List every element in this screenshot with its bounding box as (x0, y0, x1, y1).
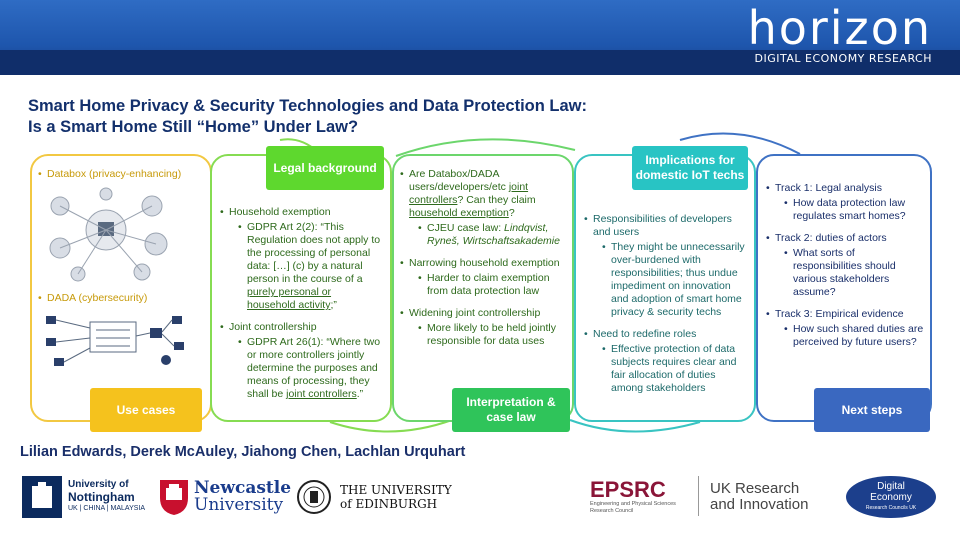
de-sub: Research Councils UK (865, 504, 917, 511)
track-3-detail: • How such shared duties are perceived by future users? (784, 323, 926, 349)
narrowing-exemption: • Narrowing household exemption • Harder to claim exemption from data protection law (400, 257, 568, 298)
col1-dada (38, 292, 208, 305)
col4-content (584, 213, 748, 395)
redefine-roles: • Need to redefine roles • Effective protection of data subjects requires clear and fair allocation of duties among stakeholders (584, 328, 748, 395)
col1-databox (38, 168, 208, 181)
joint-controller-question: • Are Databox/DADA users/developers/etc joint controllers? Can they claim household exemption? • CJEU case law: Lindqvist, Ryneš, Wirtschaftsakademie (400, 168, 568, 248)
edinburgh-line2: of EDINBURGH (340, 497, 438, 511)
title-line-2: Is a Smart Home Still “Home” Under Law? (28, 118, 359, 136)
dada-label: • DADA (cybersecurity) (38, 292, 208, 305)
tag-legal-background: Legal background (266, 146, 384, 190)
nottingham-crest-icon (22, 476, 62, 518)
nottingham-line3: UK | CHINA | MALAYSIA (68, 505, 146, 512)
epsrc-sub2: Research Council (590, 508, 634, 514)
col3-content (400, 168, 568, 348)
epsrc-logo (590, 474, 676, 520)
epsrc-sub1: Engineering and Physical Sciences (590, 501, 676, 507)
cjeu-case-law: • CJEU case law: Lindqvist, Ryneš, Wirtschaftsakademie (418, 222, 568, 248)
ukri-line1: UK Research (710, 480, 800, 497)
tag-next-steps: Next steps (814, 388, 930, 432)
joint-controllership: • Joint controllership • GDPR Art 26(1): “Where two or more controllers jointly determine the purposes and means of processing, they shall be joint controllers.” (220, 321, 382, 401)
gdpr-art-2-2: • GDPR Art 2(2): “This Regulation does not apply to the processing of personal data: […] (c) by a natural person in the course of a purely personal or household activity;” (238, 221, 382, 312)
newcastle-shield-icon (158, 478, 190, 516)
responsibilities-detail: • They might be unnecessarily over-burdened with responsibilities; thus undue impediment on innovation and adoption of smart home privacy & security techs (602, 241, 748, 319)
horizon-logo (747, 1, 932, 66)
epsrc-wordmark: EPSRC (590, 477, 666, 502)
nottingham-logo (22, 474, 145, 520)
track-1: • Track 1: Legal analysis • How data protection law regulates smart homes? (766, 182, 926, 223)
col2-content (220, 206, 382, 401)
track-1-detail: • How data protection law regulates smart homes? (784, 197, 926, 223)
tag-interpretation: Interpretation & case law (452, 388, 570, 432)
tag-implications: Implications for domestic IoT techs (632, 146, 748, 190)
track-3: • Track 3: Empirical evidence • How such shared duties are perceived by future users? (766, 308, 926, 349)
responsibilities: • Responsibilities of developers and users • They might be unnecessarily over-burdened with responsibilities; thus undue impediment on innovation and adoption of smart home privacy & security techs (584, 213, 748, 319)
col5-content (766, 182, 926, 349)
track-2: • Track 2: duties of actors • What sorts of responsibilities should various stakeholders assume? (766, 232, 926, 299)
de-line1: Digital (877, 480, 905, 492)
widening-controllership: • Widening joint controllership • More likely to be held jointly responsible for data uses (400, 307, 568, 348)
newcastle-line2: University (194, 495, 284, 515)
nottingham-line1: University of (68, 479, 129, 490)
brand-tagline: DIGITAL ECONOMY RESEARCH (754, 52, 932, 65)
newcastle-logo (158, 474, 291, 520)
edinburgh-line1: THE UNIVERSITY (340, 483, 452, 497)
logo-divider (698, 476, 699, 516)
databox-diagram (44, 186, 180, 282)
dada-diagram (40, 308, 200, 372)
digital-economy-logo (846, 474, 936, 520)
gdpr-art-26-1: • GDPR Art 26(1): “Where two or more controllers jointly determine the purposes and means of processing, they shall be joint controllers.” (238, 336, 382, 401)
tag-use-cases: Use cases (90, 388, 202, 432)
brand-name: horizon (747, 1, 932, 55)
databox-label: • Databox (privacy-enhancing) (38, 168, 208, 181)
nottingham-line2: Nottingham (68, 490, 135, 504)
de-line2: Economy (870, 491, 912, 503)
edinburgh-logo (296, 474, 452, 520)
narrowing-detail: • Harder to claim exemption from data protection law (418, 272, 568, 298)
track-2-detail: • What sorts of responsibilities should various stakeholders assume? (784, 247, 926, 299)
authors: Lilian Edwards, Derek McAuley, Jiahong Chen, Lachlan Urquhart (20, 444, 466, 460)
ukri-logo (710, 474, 808, 520)
title-line-1: Smart Home Privacy & Security Technologies and Data Protection Law: (28, 97, 588, 115)
edinburgh-seal-icon (296, 479, 332, 515)
newcastle-line1: Newcastle (194, 478, 292, 498)
widening-detail: • More likely to be held jointly responsible for data uses (418, 322, 568, 348)
redefine-detail: • Effective protection of data subjects requires clear and fair allocation of duties among stakeholders (602, 343, 748, 395)
household-exemption: • Household exemption • GDPR Art 2(2): “This Regulation does not apply to the processing of personal data: […] (c) by a natural person in the course of a purely personal or household activity;” (220, 206, 382, 312)
ukri-line2: and Innovation (710, 496, 809, 513)
